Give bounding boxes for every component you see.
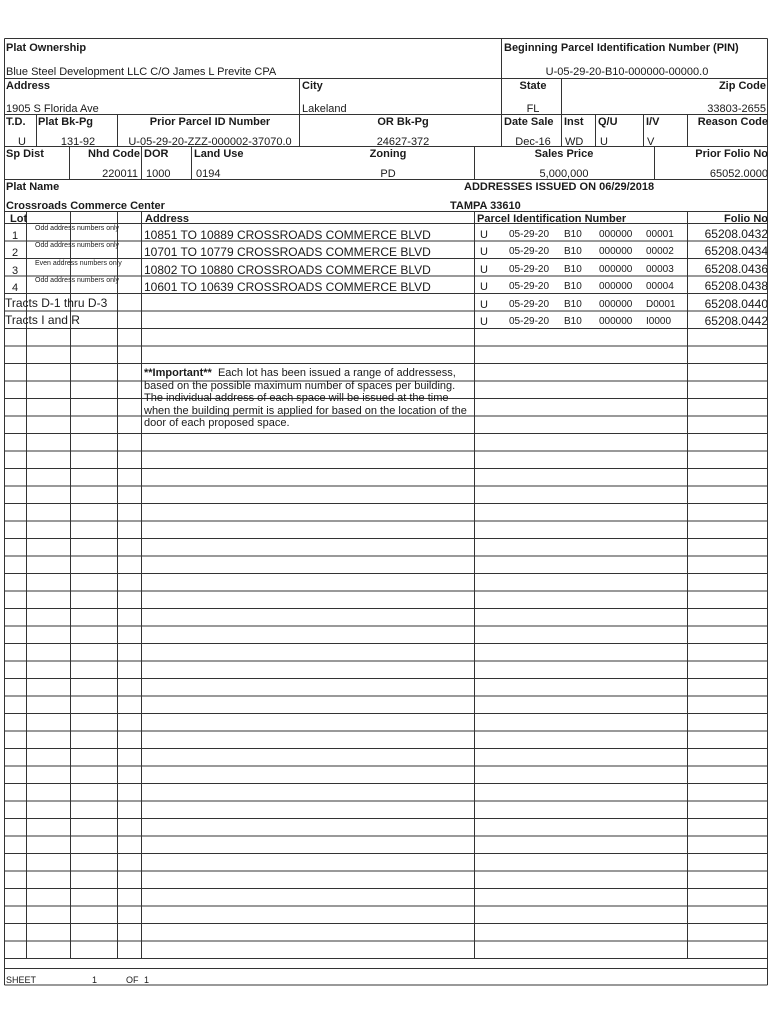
plat-bk-pg-value: 131-92	[60, 136, 96, 148]
prior-folio-label: Prior Folio No	[695, 148, 768, 160]
pin-segment: U	[480, 316, 488, 328]
prior-parcel-label: Prior Parcel ID Number	[149, 116, 271, 128]
pin-segment: B10	[564, 263, 582, 275]
pin-segment: 05-29-20	[509, 298, 550, 310]
tract-label: Tracts I and R	[5, 313, 80, 327]
pin-column-header: Parcel Identification Number	[477, 213, 627, 225]
pin-segment: U	[480, 228, 488, 241]
state-value: FL	[526, 103, 540, 115]
qu-value: U	[600, 136, 608, 148]
pin-segment: 05-29-20	[509, 228, 550, 240]
zip-label: Zip Code	[718, 80, 766, 92]
folio-number: 65208.0442	[704, 314, 768, 328]
lot-address-note: Odd address numbers only	[35, 242, 120, 249]
lot-number: 3	[11, 264, 19, 277]
folio-number: 65208.0432	[704, 226, 768, 241]
lot-address-note: Odd address numbers only	[35, 277, 120, 284]
pin-segment: U	[480, 263, 488, 276]
pin-segment: B10	[564, 316, 582, 327]
inst-value: WD	[565, 136, 584, 148]
lot-column-header: Lot	[10, 213, 28, 225]
td-label: T.D.	[6, 116, 26, 128]
zip-value: 33803-2655	[707, 103, 766, 115]
prior-parcel-value: U-05-29-20-ZZZ-000002-37070.0	[128, 136, 292, 148]
pin-segment: U	[480, 298, 488, 311]
sales-price-value: 5,000,000	[539, 168, 589, 180]
pin-segment: B10	[564, 298, 582, 310]
of-label: OF	[126, 975, 139, 985]
plat-name-value: Crossroads Commerce Center	[6, 200, 165, 212]
address-value: 1905 S Florida Ave	[6, 103, 99, 115]
address-label: Address	[6, 80, 51, 92]
iv-value: V	[647, 136, 655, 148]
important-note-heading: **Important**	[144, 367, 212, 379]
lot-address-note: Even address numbers only	[35, 259, 122, 267]
plat-ownership-label: Plat Ownership	[6, 42, 87, 54]
pin-segment: B10	[564, 281, 582, 292]
tract-label: Tracts D-1 thru D-3	[5, 295, 108, 310]
pin-segment: 00003	[646, 263, 674, 275]
addresses-issued-date: ADDRESSES ISSUED ON 06/29/2018	[464, 181, 655, 193]
date-sale-value: Dec-16	[515, 136, 551, 148]
pin-segment: 05-29-20	[509, 263, 550, 275]
land-use-label: Land Use	[194, 148, 244, 160]
lot-address-range: 10701 TO 10779 CROSSROADS COMMERCE BLVD	[144, 245, 431, 259]
nhd-code-label: Nhd Code	[88, 148, 140, 160]
sales-price-label: Sales Price	[534, 148, 594, 160]
folio-number: 65208.0436	[704, 261, 768, 276]
city-label: City	[302, 80, 323, 92]
plat-name-label: Plat Name	[6, 181, 60, 193]
folio-column-header: Folio No	[724, 213, 768, 225]
sheet-number: 1	[92, 975, 98, 985]
zoning-label: Zoning	[369, 148, 407, 160]
pin-segment: U	[480, 281, 488, 293]
pin-segment: 000000	[599, 228, 633, 240]
sheet-label: SHEET	[6, 975, 37, 985]
pin-segment: 00001	[646, 228, 674, 240]
lot-number: 2	[11, 247, 19, 259]
pin-segment: D0001	[646, 298, 676, 310]
important-note	[144, 367, 474, 430]
folio-number: 65208.0438	[704, 279, 768, 293]
pin-segment: B10	[564, 246, 582, 257]
land-use-value: 0194	[196, 168, 221, 180]
address-column-header: Address	[145, 213, 190, 225]
iv-label: I/V	[646, 116, 660, 128]
folio-number: 65208.0440	[704, 296, 768, 311]
important-note-text: Each lot has been issued a range of addressess, based on the possible maximum number of spaces per building. The individual address of each space will be issued at the time when the building permit is applied for based on the location of the door of each proposed space.	[144, 367, 467, 429]
pin-segment: 000000	[599, 316, 633, 327]
sp-dist-label: Sp Dist	[6, 148, 44, 160]
prior-folio-value: 65052.0000	[709, 168, 768, 180]
pin-segment: B10	[564, 228, 582, 240]
pin-label: Beginning Parcel Identification Number (PIN)	[504, 42, 739, 54]
lot-address-note: Odd address numbers only	[35, 224, 120, 232]
lot-address-range: 10601 TO 10639 CROSSROADS COMMERCE BLVD	[144, 280, 431, 294]
dor-label: DOR	[144, 148, 169, 160]
pin-segment: 05-29-20	[509, 316, 550, 327]
city-value: Lakeland	[302, 103, 347, 115]
owner-name: Blue Steel Development LLC C/O James L Previte CPA	[6, 66, 277, 78]
qu-label: Q/U	[598, 116, 618, 128]
lot-address-range: 10802 TO 10880 CROSSROADS COMMERCE BLVD	[144, 262, 431, 277]
td-value: U	[18, 136, 26, 148]
pin-segment: U	[480, 246, 488, 258]
or-bk-pg-value: 24627-372	[376, 136, 430, 148]
dor-value: 1000	[146, 168, 171, 180]
folio-number: 65208.0434	[704, 244, 768, 258]
pin-segment: 000000	[599, 298, 633, 310]
or-bk-pg-label: OR Bk-Pg	[377, 116, 429, 128]
pin-segment: I0000	[646, 316, 672, 327]
state-label: State	[519, 80, 547, 92]
pin-segment: 05-29-20	[509, 246, 550, 257]
plat-bk-pg-label: Plat Bk-Pg	[38, 116, 94, 128]
reason-code-label: Reason Code	[697, 116, 768, 128]
zoning-value: PD	[380, 168, 396, 180]
plat-city-zip: TAMPA 33610	[450, 200, 521, 212]
pin-segment: 000000	[599, 246, 633, 257]
nhd-code-value: 220011	[102, 168, 138, 180]
pin-segment: 000000	[599, 281, 633, 292]
pin-segment: 00004	[646, 281, 674, 292]
pin-segment: 05-29-20	[509, 281, 550, 292]
date-sale-label: Date Sale	[504, 116, 554, 128]
plat-form	[4, 38, 768, 986]
lot-number: 4	[11, 282, 19, 294]
pin-segment: 000000	[599, 263, 633, 275]
beginning-pin: U-05-29-20-B10-000000-00000.0	[545, 66, 709, 78]
inst-label: Inst	[564, 116, 584, 128]
lot-address-range: 10851 TO 10889 CROSSROADS COMMERCE BLVD	[144, 227, 431, 242]
pin-segment: 00002	[646, 246, 674, 257]
lot-number: 1	[11, 229, 19, 242]
sheet-total: 1	[144, 975, 150, 985]
